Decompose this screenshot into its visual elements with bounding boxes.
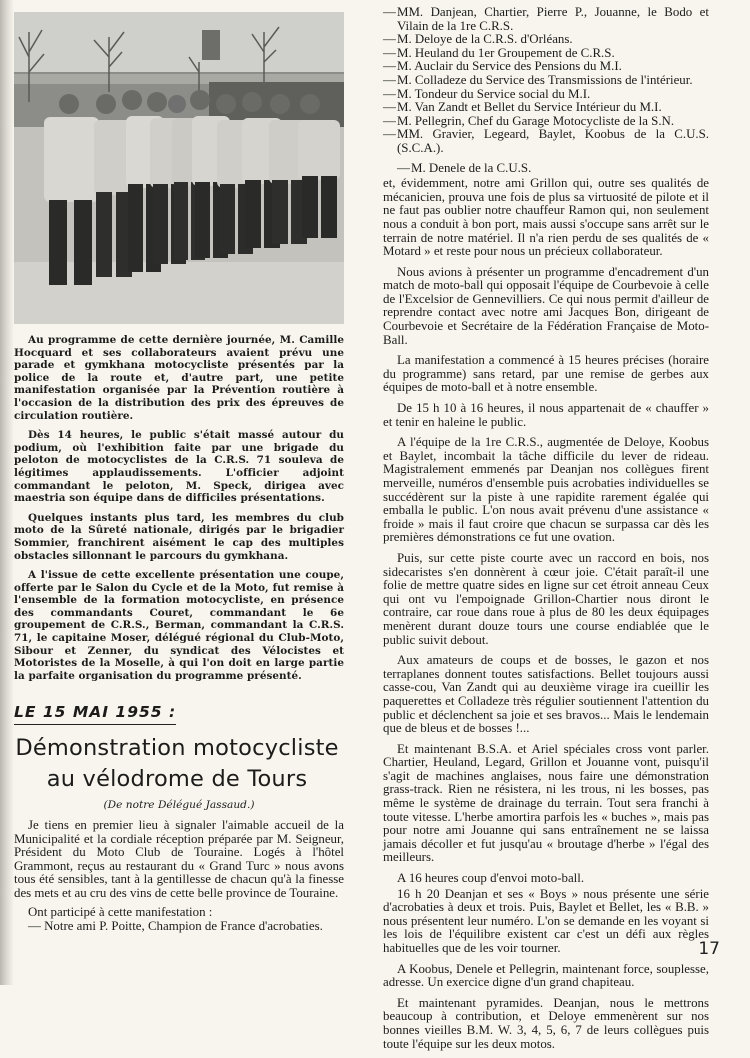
paragraph: A Koobus, Denele et Pellegrin, maintenant force, souplesse, adresse. Un exercice digne d'un grand chapiteau. bbox=[383, 961, 709, 990]
paragraph: A 16 heures coup d'envoi moto-ball. bbox=[397, 871, 585, 886]
participant-item: —M. Heuland du 1er Groupement de C.R.S. bbox=[383, 45, 615, 60]
participant-item: —M. Tondeur du Service social du M.I. bbox=[383, 86, 591, 101]
paragraph: Je tiens en premier lieu à signaler l'aimable accueil de la Municipalité et la cordiale réception préparée par M. Seigneur, Président du Moto Club de Touraine. Logés à l'hôtel Grammont, reçus au restaurant du « Grand Turc » nous avons tous été sensibles, tant à la gentillesse de chacun qu'à la finesse des mets et au cru des vins de cette belle province de Touraine. bbox=[14, 818, 344, 900]
headline-line-1: Démonstration motocycliste bbox=[15, 735, 339, 762]
byline: (De notre Délégué Jassaud.) bbox=[103, 799, 255, 812]
participants-intro: Ont participé à cette manifestation : bbox=[28, 905, 213, 920]
paragraph: Et maintenant B.S.A. et Ariel spéciales cross vont parler. Chartier, Heuland, Legard, Grillon et Jouanne vont, puisqu'il s'agit de machines anglaises, nous faire une démonstration grass-track. Rien ne résistera, ni les trous, ni les bosses, pas même le système de drainage du terrain. Tout sera franchi à toute vitesse. L'herbe amortira parfois les « buches », mais pas pour notre ami Jouanne qui sans entraînement ne se laissa jamais décoller et fut jusqu'au « broutage d'herbe » l'égal des meilleurs. bbox=[383, 741, 709, 865]
paragraph: Puis, sur cette piste courte avec un raccord en bois, nos sidecaristes s'en donnèrent à cœur joie. C'était paraît-il une folie de mettre quatre sides en ligne sur cet étroit anneau Ceux qui ont vu l'empoignade Grillon-Chartier nous diront le contraire, car roue dans roue à plus de 80 les deux équipages menèrent durant douze tours une course endiablée que le public suivit debout. bbox=[383, 550, 709, 647]
article-headline bbox=[10, 733, 344, 795]
participant-item: —M. Van Zandt et Bellet du Service Intérieur du M.I. bbox=[383, 100, 662, 115]
paragraph: Aux amateurs de coups et de bosses, le gazon et nos terraplanes donnent toutes satisfactions. Bellet toujours aussi casse-cou, Van Zandt qui au deuxième virage ira cueillir les paquerettes et Colladeze très régulier soutiennent l'attention du public et déclenchent sa joie et ses bravos... Mais le lendemain que de bleus et de bosses !... bbox=[383, 653, 709, 736]
paragraph: Nous avions à présenter un programme d'encadrement d'un match de moto-ball qui opposait l'équipe de Courbevoie à celle de l'Excelsior de Gennevilliers. Ce qui nous permit d'ailleur de reprendre contact avec notre ami Jacques Bon, dirigeant de Courbevoie et Secrétaire de la Fédération Française de Moto-Ball. bbox=[383, 264, 709, 347]
paragraph: La manifestation a commencé à 15 heures précises (horaire du programme) sans retard, par une remise de gerbes aux équipes de moto-ball et à notre ensemble. bbox=[383, 353, 709, 395]
paragraph: Et maintenant pyramides. Deanjan, nous le mettrons beaucoup à contribution, et Deloye emmenèrent sur nos bonnes vieilles B.M. W. 3, 4, 5, 6, 7 de leurs collègues puis toute l'équipe sur les deux motos. bbox=[383, 995, 709, 1051]
participant-item: —M. Colladeze du Service des Transmissions de l'intérieur. bbox=[383, 72, 693, 87]
participant-item: —M. Denele de la C.U.S. bbox=[397, 160, 532, 175]
participant-item: —MM. Danjean, Chartier, Pierre P., Jouanne, le Bodo et Vilain de la 1re C.R.S. bbox=[383, 5, 709, 33]
participant-item: —M. Deloye de la C.R.S. d'Orléans. bbox=[383, 32, 573, 47]
paragraph: De 15 h 10 à 16 heures, il nous appartenait de « chauffer » et tenir en haleine le public. bbox=[383, 401, 709, 429]
paragraph: Dès 14 heures, le public s'était massé autour du podium, où l'exhibition faite par une brigade du peloton de motocyclistes de la C.R.S. 71 souleva de légitimes applaudissements. L'officier adjoint commandant le peloton, M. Speck, dirigea avec maestria son équipe dans de difficiles présentations. bbox=[14, 429, 344, 505]
left-column bbox=[14, 12, 344, 933]
participant-item: —M. Auclair du Service des Pensions du M.I. bbox=[383, 59, 622, 74]
right-column bbox=[383, 6, 709, 1058]
paragraph: A l'équipe de la 1re C.R.S., augmentée de Deloye, Koobus et Baylet, incombait la tâche difficile du lever de rideau. Magistralement emmenés par Deanjan nos collègues firent merveille, numéros d'ensemble puis acrobaties individuelles se succédèrent sur la piste à une rapidite rarement égalée qui emballa le public. L'on nous avait prévenu d'une assistance « froide » mais il faut croire que chacun se surpassa car dès les premières démonstrations ce fut une ovation. bbox=[383, 435, 709, 545]
paragraph: Quelques instants plus tard, les membres du club moto de la Sûreté nationale, dirigés par le brigadier Sommier, franchirent aisément le cap des multiples obstacles sillonnant le parcours du gymkhana. bbox=[14, 511, 344, 562]
photo-illustration bbox=[14, 12, 344, 324]
date-heading: LE 15 MAI 1955 : bbox=[14, 703, 176, 725]
paragraph: A l'issue de cette excellente présentation une coupe, offerte par le Salon du Cycle et de la Moto, fut remise à l'ensemble de la formation motocycliste, en présence des commandants Couret, commandant le 6e groupement de C.R.S., Berman, commandant la C.R.S. 71, le capitaine Moser, délégué régional du Club-Moto, Sibour et Zenner, du syndicat des Vélocistes et Motoristes de la Moselle, à qui l'on doit en large partie la parfaite organisation du programme présenté. bbox=[14, 569, 344, 682]
paragraph: 16 h 20 Deanjan et ses « Boys » nous présente une série d'acrobaties à deux et trois. Puis, Baylet et Bellet, les « B.B. » nous présentent leur numéro. L'on se demande en les voyant si les lois de l'équilibre existent car c'est un défi aux règles habituelles que de les voir tourner. bbox=[383, 886, 709, 955]
participant-item: — Notre ami P. Poitte, Champion de France d'acrobaties. bbox=[28, 918, 323, 933]
paragraph: Au programme de cette dernière journée, M. Camille Hocquard et ses collaborateurs avaient prévu une parade et gymkhana motocycliste présentés par la police de la route et, d'autre part, une petite manifestation organisée par la Prévention routière à l'occasion de la distribution des prix des épreuves de circulation routière. bbox=[14, 334, 344, 422]
participant-item: —MM. Gravier, Legeard, Baylet, Koobus de la C.U.S. (S.C.A.). bbox=[383, 127, 709, 155]
page-number: 17 bbox=[698, 939, 720, 959]
group-photo bbox=[14, 12, 344, 324]
paragraph: et, évidemment, notre ami Grillon qui, outre ses qualités de mécanicien, prouva une fois de plus sa virtuosité de pilote et il ne faut pas oublier notre chauffeur Ramon qui, non seulement nous a conduit à bon port, mais aussi s'occupe sans arrêt sur le terrain de notre matériel. Il n'a rien perdu de ses qualités de « Motard » et reste pour nous un précieux collaborateur. bbox=[383, 176, 709, 259]
participant-item: —M. Pellegrin, Chef du Garage Motocycliste de la S.N. bbox=[383, 113, 675, 128]
headline-line-2: au vélodrome de Tours bbox=[46, 766, 308, 793]
participants-list bbox=[383, 6, 709, 175]
